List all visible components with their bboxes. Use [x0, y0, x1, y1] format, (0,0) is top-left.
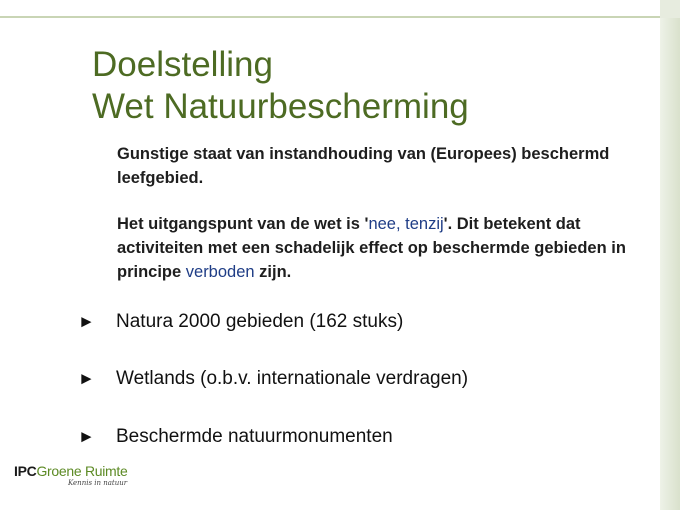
bullet-text: Beschermde natuurmonumenten: [116, 426, 393, 447]
top-right-corner-border: [660, 0, 680, 19]
bullet-item: [78, 309, 403, 335]
top-divider-line: [0, 16, 680, 18]
ipc-groene-ruimte-logo: [14, 464, 134, 490]
arrow-bullet-icon: ►: [78, 369, 95, 388]
principle-text-3: zijn.: [254, 263, 292, 281]
logo-ipc-text: IPC: [14, 463, 37, 479]
principle-highlight-nee-tenzij: nee, tenzij: [368, 215, 444, 233]
arrow-bullet-icon: ►: [78, 427, 95, 446]
bullet-text: Wetlands (o.b.v. internationale verdragen): [116, 368, 469, 389]
bullet-item: [78, 366, 468, 392]
principle-highlight-verboden: verboden: [185, 263, 255, 281]
slide-title: [92, 44, 469, 128]
logo-wordmark: [14, 464, 134, 478]
arrow-bullet-icon: ►: [78, 312, 95, 331]
paragraph-goal: Gunstige staat van instandhouding van (Europees) beschermd leefgebied.: [117, 145, 610, 187]
logo-name-text: Groene Ruimte: [36, 463, 128, 479]
logo-tagline: Kennis in natuur: [68, 479, 128, 487]
principle-text-2: '. Dit betekent dat activiteiten met een schadelijk effect op beschermde gebieden in principe: [117, 215, 626, 281]
right-accent-bar: [660, 18, 680, 510]
principle-text-1: Het uitgangspunt van de wet is ': [117, 215, 369, 233]
bullet-text: Natura 2000 gebieden (162 stuks): [116, 311, 404, 332]
slide-title-line-1: Doelstelling: [92, 45, 273, 84]
paragraph-principle: [117, 212, 637, 284]
bullet-item: [78, 424, 393, 450]
slide-title-line-2: Wet Natuurbescherming: [92, 87, 469, 126]
